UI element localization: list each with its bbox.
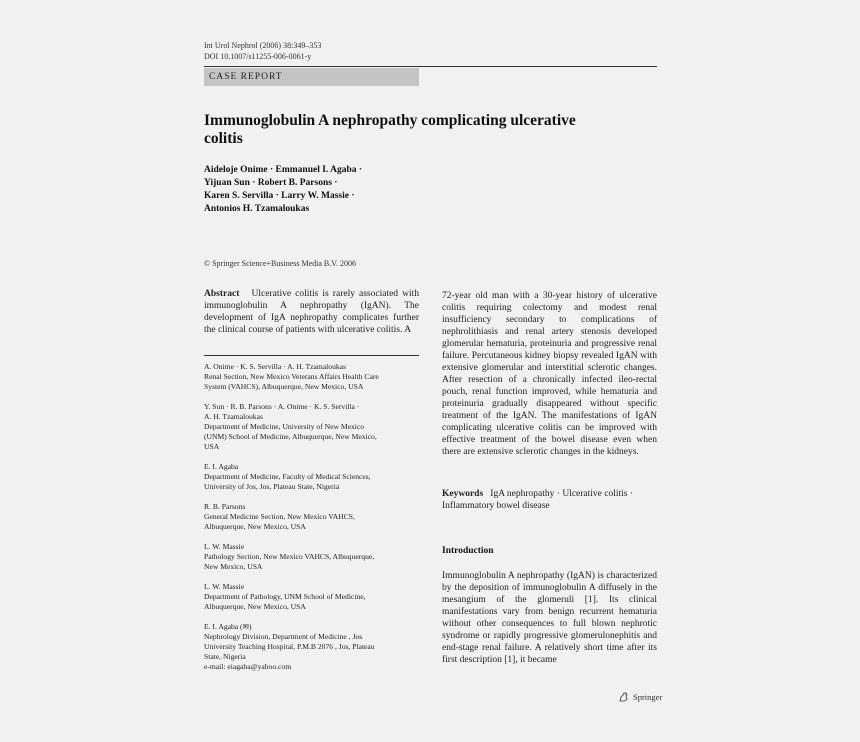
- affiliation-line: Department of Medicine, Faculty of Medical Sciences,: [204, 472, 371, 481]
- introduction-heading: Introduction: [442, 546, 494, 556]
- journal-reference: [204, 40, 321, 62]
- affiliation-line: New Mexico, USA: [204, 562, 263, 571]
- affiliation-line: L. W. Massie: [204, 582, 245, 591]
- author-line: Yijuan Sun · Robert B. Parsons ·: [204, 178, 338, 188]
- publisher-footer: [618, 691, 662, 703]
- affiliation-line: USA: [204, 442, 220, 451]
- affiliation-rule: [204, 355, 419, 356]
- springer-horse-icon: [618, 691, 630, 703]
- affiliation-line: A. Onime · K. S. Servilla · A. H. Tzamaloukas: [204, 362, 347, 371]
- affiliation-line: L. W. Massie: [204, 542, 245, 551]
- journal-doi: DOI 10.1007/s11255-006-0061-y: [204, 52, 312, 61]
- affiliation-line: Department of Medicine, University of New Mexico: [204, 422, 365, 431]
- affiliation-block: [204, 462, 419, 492]
- abstract-text-part1: Ulcerative colitis is rarely associated with immunoglobulin A nephropathy (IgAN). The development of IgA nephropathy complicates further the clinical course of patients with ulcerative colitis. A: [204, 289, 419, 335]
- copyright-notice: © Springer Science+Business Media B.V. 2006: [204, 259, 356, 268]
- affiliation-line: E. I. Agaba (✉): [204, 622, 252, 631]
- affiliation-block: [204, 502, 419, 532]
- author-line: Karen S. Servilla · Larry W. Massie ·: [204, 191, 355, 201]
- affiliation-line: System (VAHCS), Albuquerque, New Mexico, USA: [204, 382, 364, 391]
- keywords: [442, 488, 657, 512]
- affiliation-block: [204, 582, 419, 612]
- affiliation-line: Pathology Section, New Mexico VAHCS, Albuquerque,: [204, 552, 375, 561]
- article-title: [204, 112, 624, 148]
- author-list: [204, 164, 434, 216]
- affiliation-line: State, Nigeria: [204, 652, 246, 661]
- affiliation-line: University of Jos, Jos, Plateau State, Nigeria: [204, 482, 340, 491]
- affiliation-block: [204, 542, 419, 572]
- affiliation-line: General Medicine Section, New Mexico VAHCS,: [204, 512, 355, 521]
- affiliation-line: Renal Section, New Mexico Veterans Affairs Health Care: [204, 372, 379, 381]
- affiliation-block: [204, 622, 419, 672]
- contact-email[interactable]: e-mail: eiagaba@yahoo.com: [204, 662, 292, 671]
- affiliation-line: E. I. Agaba: [204, 462, 239, 471]
- affiliations: [204, 362, 419, 682]
- title-line-2: colitis: [204, 130, 243, 147]
- affiliation-line: (UNM) School of Medicine, Albuquerque, New Mexico,: [204, 432, 377, 441]
- abstract-left-column: [204, 288, 419, 336]
- abstract-right-column: 72-year old man with a 30-year history of ulcerative colitis requiring colectomy and modest renal insufficiency secondary to complications of nephrolithiasis and renal artery stenosis developed glomerular hematuria, proteinuria and progressive renal failure. Percutaneous kidney biopsy revealed IgAN with extensive glomerular and interstitial sclerotic changes. After resection of a chronically infected ileo-rectal pouch, renal function improved, while hematuria and proteinuria gradually disappeared without specific treatment of the IgAN. The manifestations of IgAN complicating ulcerative colitis can be improved with effective treatment of the bowel disease even when there are extensive sclerotic changes in the kidneys.: [442, 291, 657, 457]
- affiliation-line: Nephrology Division, Department of Medicine , Jos: [204, 632, 363, 641]
- affiliation-line: Albuquerque, New Mexico, USA: [204, 602, 306, 611]
- affiliation-block: [204, 402, 419, 452]
- introduction-text: Immunoglobulin A nephropathy (IgAN) is characterized by the deposition of immunoglobulin A diffusely in the mesangium of the glomeruli [1]. Its clinical manifestations vary from benign recurrent hematuria without other consequences to full blown nephrotic syndrome or rapidly progressive glomerulonephitis and end-stage renal failure. A relatively short time after its first description [1], it became: [442, 571, 657, 665]
- affiliation-line: Department of Pathology, UNM School of Medicine,: [204, 592, 366, 601]
- publisher-name: Springer: [633, 692, 663, 702]
- journal-citation: Int Urol Nephrol (2006) 38:349–353: [204, 41, 322, 50]
- article-category-banner: CASE REPORT: [204, 68, 419, 86]
- abstract-label: Abstract: [204, 289, 240, 299]
- affiliation-line: A. H. Tzamaloukas: [204, 412, 263, 421]
- author-line: Antonios H. Tzamaloukas: [204, 204, 310, 214]
- header-rule: [204, 66, 657, 67]
- affiliation-line: Albuquerque, New Mexico, USA: [204, 522, 306, 531]
- affiliation-block: [204, 362, 419, 392]
- affiliation-line: University Teaching Hospital, P.M.B 2076 , Jos, Plateau: [204, 642, 375, 651]
- title-line-1: Immunoglobulin A nephropathy complicating ulcerative: [204, 112, 576, 129]
- author-line: Aideloje Onime · Emmanuel I. Agaba ·: [204, 165, 363, 175]
- affiliation-line: Y. Sun · R. B. Parsons · A. Onime · K. S. Servilla ·: [204, 402, 360, 411]
- affiliation-line: R. B. Parsons: [204, 502, 246, 511]
- keywords-label: Keywords: [442, 489, 484, 499]
- keywords-text: IgA nephropathy · Ulcerative colitis · Inflammatory bowel disease: [442, 489, 634, 511]
